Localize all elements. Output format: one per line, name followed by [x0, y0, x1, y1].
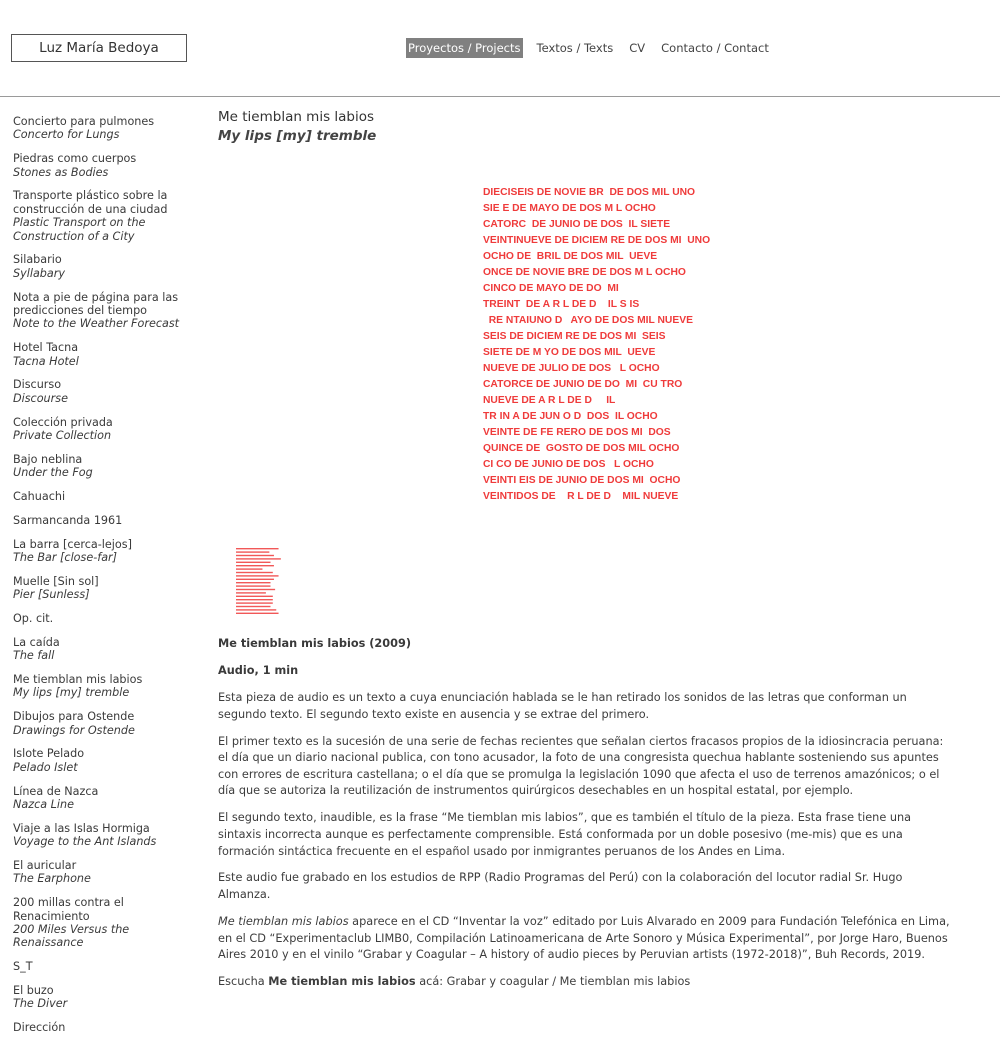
- sidebar-item-title: El buzo: [13, 984, 54, 998]
- sidebar-item-title: Transporte plástico sobre la construcción de una ciudad: [13, 189, 168, 216]
- sidebar-item[interactable]: [13, 490, 203, 503]
- sidebar-item[interactable]: [13, 378, 203, 405]
- sidebar-item-title: 200 millas contra el Renacimiento: [13, 896, 124, 923]
- sidebar-item-title: Nota a pie de página para las predicciones del tiempo: [13, 290, 179, 318]
- sidebar-item-translation: Pier [Sunless]: [13, 588, 90, 602]
- sidebar-item-title: Colección privada: [13, 415, 113, 429]
- sidebar-item-title: Bajo neblina: [13, 452, 83, 466]
- work-heading: Me tiemblan mis labios (2009): [218, 637, 412, 650]
- sidebar-item-translation: Pelado Islet: [13, 760, 78, 774]
- poem-line: QUINCE DE GOSTO DE DOS MIL OCHO: [483, 443, 680, 454]
- sidebar-item-translation: Drawings for Ostende: [13, 723, 135, 737]
- thumbnail-line: [236, 596, 273, 597]
- artwork-thumbnail[interactable]: [235, 546, 283, 618]
- sidebar-item[interactable]: [13, 189, 203, 243]
- site-header: [0, 0, 1000, 97]
- paragraph-2: El primer texto es la sucesión de una serie de fechas recientes que señalan ciertos fracasos propios de la idiosincracia peruana: el día que un diario nacional publica, con tono acusador, la foto de una congresista quechua hablante sosteniendo sus apuntes con errores de escritura castellana; o el día que se promulga la legislación 1090 que afecta el uso de terrenos amazónicos; o el día que se autoriza la reutilización de instrumentos quirúrgicos desechables en un hospital estatal, por ejemplo.: [218, 734, 944, 798]
- sidebar-item-title: Muelle [Sin sol]: [13, 574, 99, 588]
- main-nav: [406, 38, 783, 58]
- sidebar-item-title: Dirección: [13, 1021, 66, 1035]
- sidebar-item-translation: Note to the Weather Forecast: [13, 317, 180, 331]
- poem-line: ONCE DE NOVIE BRE DE DOS M L OCHO: [483, 267, 686, 278]
- poem-line: RE NTAIUNO D AYO DE DOS MIL NUEVE: [483, 315, 693, 326]
- site-title-logo[interactable]: Luz María Bedoya: [11, 34, 187, 62]
- paragraph-5-text: aparece en el CD “Inventar la voz” editado por Luis Alvarado en 2009 para Fundación Telefónica en Lima, en el CD “Experimentaclub LIMB0, Compilación Latinoamericana de Arte Sonoro y Música Experimental”, por Jorge Haro, Buenos Aires 2010 y en el vinilo “Grabar y Coagular – A history of audio pieces by Peruvian artists (1972-2018)”, Buh Records, 2019.: [218, 915, 950, 962]
- thumbnail-line: [236, 551, 269, 552]
- paragraph-5-title: Me tiemblan mis labios: [218, 915, 349, 929]
- sidebar-item-title: Hotel Tacna: [13, 341, 79, 355]
- poem-line: VEINTE DE FE RERO DE DOS MI DOS: [483, 427, 671, 438]
- sidebar-item[interactable]: [13, 785, 203, 812]
- thumbnail-line: [236, 589, 275, 590]
- sidebar-item-translation: Under the Fog: [13, 466, 93, 480]
- sidebar-item[interactable]: [13, 859, 203, 886]
- sidebar-item-title: Concierto para pulmones: [13, 115, 155, 128]
- thumbnail-line: [236, 613, 279, 614]
- page-title: Me tiemblan mis labios: [218, 109, 375, 125]
- thumbnail-line: [236, 548, 279, 549]
- thumbnail-line: [236, 599, 273, 600]
- sidebar-item[interactable]: [13, 1021, 203, 1034]
- listen-prefix: Escucha: [218, 975, 269, 989]
- sidebar-item[interactable]: [13, 416, 203, 443]
- project-sidebar: [13, 115, 203, 1045]
- nav-projects[interactable]: Proyectos / Projects: [406, 38, 523, 58]
- sidebar-item-title: Línea de Nazca: [13, 784, 99, 798]
- sidebar-item-translation: Voyage to the Ant Islands: [13, 835, 157, 849]
- sidebar-item[interactable]: [13, 612, 203, 625]
- poem-line: CATORCE DE JUNIO DE DO MI CU TRO: [483, 379, 683, 390]
- poem-line: TR IN A DE JUN O D DOS IL OCHO: [483, 411, 658, 422]
- thumbnail-line: [236, 582, 271, 583]
- sidebar-item[interactable]: [13, 341, 203, 368]
- thumbnail-line: [236, 592, 266, 593]
- sidebar-item-translation: Tacna Hotel: [13, 354, 79, 368]
- sidebar-item-translation: The Bar [close-far]: [13, 551, 118, 565]
- poem-line: TREINT DE A R L DE D IL S IS: [483, 299, 640, 310]
- sidebar-item-title: Me tiemblan mis labios: [13, 673, 143, 687]
- thumbnail-line: [236, 609, 276, 610]
- thumbnail-line: [236, 562, 271, 563]
- sidebar-item-translation: Plastic Transport on the Construction of a City: [13, 216, 146, 243]
- sidebar-item-title: Discurso: [13, 378, 62, 392]
- sidebar-item-title: Piedras como cuerpos: [13, 152, 137, 166]
- sidebar-item-title: Dibujos para Ostende: [13, 710, 135, 724]
- sidebar-item-translation: Private Collection: [13, 429, 112, 443]
- sidebar-item[interactable]: [13, 575, 203, 602]
- poem-line: VEINTI EIS DE JUNIO DE DOS MI OCHO: [483, 475, 681, 486]
- sidebar-item-title: La caída: [13, 635, 60, 649]
- sidebar-item-title: Cahuachi: [13, 490, 66, 504]
- poem-line: SIE E DE MAYO DE DOS M L OCHO: [483, 203, 656, 214]
- sidebar-item[interactable]: [13, 673, 203, 700]
- paragraph-4: Este audio fue grabado en los estudios de RPP (Radio Programas del Perú) con la colaboración del locutor radial Sr. Hugo Almanza.: [218, 871, 903, 902]
- poem-line: SIETE DE M YO DE DOS MIL UEVE: [483, 347, 656, 358]
- poem-line: CATORC DE JUNIO DE DOS IL SIETE: [483, 219, 671, 230]
- sidebar-item[interactable]: [13, 984, 203, 1011]
- sidebar-item[interactable]: [13, 896, 203, 950]
- sidebar-item[interactable]: [13, 960, 203, 973]
- listen-link[interactable]: Grabar y coagular / Me tiemblan mis labios: [446, 975, 691, 989]
- sidebar-item[interactable]: [13, 514, 203, 527]
- nav-contact[interactable]: Contacto / Contact: [661, 41, 769, 55]
- thumbnail-line: [236, 568, 262, 569]
- thumbnail-line: [236, 579, 274, 580]
- sidebar-item[interactable]: [13, 291, 203, 331]
- poem-line: NUEVE DE A R L DE D IL: [483, 395, 616, 406]
- sidebar-item-translation: My lips [my] tremble: [13, 686, 130, 700]
- sidebar-item-title: La barra [cerca-lejos]: [13, 537, 132, 551]
- thumbnail-line: [236, 606, 271, 607]
- thumbnail-line: [236, 565, 274, 566]
- sidebar-item-title: Silabario: [13, 253, 62, 267]
- poem-line: NUEVE DE JULIO DE DOS L OCHO: [483, 363, 660, 374]
- sidebar-item-title: S_T: [13, 960, 33, 974]
- poem-line: CINCO DE MAYO DE DO MI: [483, 283, 619, 294]
- artwork-text-image: [483, 185, 710, 505]
- paragraph-3: El segundo texto, inaudible, es la frase “Me tiemblan mis labios”, que es también el título de la pieza. Esta frase tiene una sintaxis incorrecta aunque es perfectamente comprensible. Está conformada por un doble posesivo (me-mis) que es una formación sintáctica frecuente en el español usado por inmigrantes peruanos de los Andes en Lima.: [218, 811, 912, 858]
- listen-mid: acá:: [415, 975, 447, 989]
- sidebar-item-title: Viaje a las Islas Hormiga: [13, 821, 150, 835]
- listen-title: Me tiemblan mis labios: [268, 975, 416, 989]
- sidebar-item-translation: Concerto for Lungs: [13, 128, 120, 142]
- poem-line: OCHO DE BRIL DE DOS MIL UEVE: [483, 251, 658, 262]
- sidebar-item[interactable]: [13, 710, 203, 737]
- sidebar-item-title: Op. cit.: [13, 612, 54, 626]
- poem-line: DIECISEIS DE NOVIE BR DE DOS MIL UNO: [483, 187, 696, 198]
- sidebar-item[interactable]: [13, 253, 203, 280]
- sidebar-item[interactable]: [13, 747, 203, 774]
- sidebar-item-translation: Nazca Line: [13, 798, 74, 812]
- sidebar-item-translation: Stones as Bodies: [13, 165, 109, 179]
- sidebar-item-translation: The fall: [13, 649, 55, 663]
- project-content: [218, 108, 950, 989]
- sidebar-item-translation: The Diver: [13, 997, 68, 1011]
- sidebar-item[interactable]: [13, 453, 203, 480]
- sidebar-item-title: El auricular: [13, 859, 77, 873]
- paragraph-1: Esta pieza de audio es un texto a cuya enunciación hablada se le han retirado los sonidos de las letras que conforman un segundo texto. El segundo texto existe en ausencia y se extrae del primero.: [218, 690, 907, 721]
- sidebar-item[interactable]: [13, 115, 203, 142]
- sidebar-item-title: Islote Pelado: [13, 747, 85, 761]
- poem-line: VEINTINUEVE DE DICIEM RE DE DOS MI UNO: [483, 235, 711, 246]
- thumbnail-line: [236, 558, 281, 559]
- thumbnail-line: [236, 575, 279, 576]
- listen-line: [218, 974, 950, 991]
- thumbnail-line: [236, 602, 273, 603]
- nav-cv[interactable]: CV: [629, 41, 646, 55]
- sidebar-item-translation: Discourse: [13, 391, 68, 405]
- sidebar-item-translation: 200 Miles Versus the Renaissance: [13, 923, 130, 950]
- sidebar-item-translation: The Earphone: [13, 872, 91, 886]
- sidebar-item-translation: Syllabary: [13, 266, 65, 280]
- poem-line: CI CO DE JUNIO DE DOS L OCHO: [483, 459, 654, 470]
- poem-line: SEIS DE DICIEM RE DE DOS MI SEIS: [483, 331, 666, 342]
- work-format: Audio, 1 min: [218, 663, 299, 677]
- thumbnail-graphic: [235, 546, 283, 618]
- sidebar-item-title: Sarmancanda 1961: [13, 513, 123, 527]
- sidebar-item[interactable]: [13, 152, 203, 179]
- paragraph-5: [218, 914, 950, 964]
- poem-line: VEINTIDOS DE R L DE D MIL NUEVE: [483, 491, 679, 502]
- thumbnail-line: [236, 572, 273, 573]
- thumbnail-line: [236, 555, 274, 556]
- sidebar-item[interactable]: [13, 636, 203, 663]
- nav-texts[interactable]: Textos / Texts: [536, 41, 614, 55]
- project-description: [218, 636, 950, 1001]
- sidebar-item[interactable]: [13, 538, 203, 565]
- sidebar-item[interactable]: [13, 822, 203, 849]
- thumbnail-line: [236, 585, 271, 586]
- page-subtitle: My lips [my] tremble: [218, 128, 377, 144]
